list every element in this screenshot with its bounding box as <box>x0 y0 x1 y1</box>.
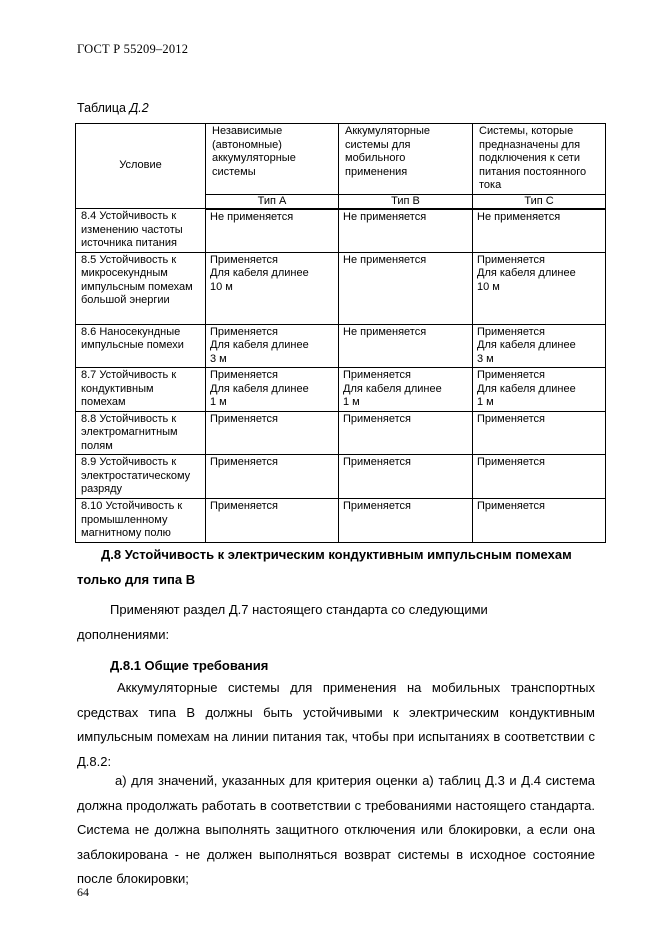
cell-line: Применяется <box>343 456 412 468</box>
cell-line: Для кабеля длинее <box>210 339 309 351</box>
cell-line: 10 м <box>210 280 233 293</box>
condition-text: 8.8 Устойчивость к электромагнитным полям <box>81 412 178 452</box>
applicability-table <box>75 123 606 543</box>
cell-line: Для кабеля длинее <box>343 382 442 395</box>
cell-line: Применяется <box>210 500 279 512</box>
cell-line: Применяется <box>210 253 279 266</box>
condition-cell <box>76 499 206 543</box>
column-header-c: Системы, которые предназначены для подключения к сети питания постоянного тока <box>473 124 606 195</box>
column-header-a: Независимые (автономные) аккумуляторные системы <box>206 124 339 195</box>
type-c-header: Тип С <box>473 194 606 209</box>
condition-cell <box>76 411 206 455</box>
value-cell-type-c <box>473 324 606 368</box>
page-number: 64 <box>77 885 89 899</box>
table-row <box>76 324 606 368</box>
cell-line: Применяется <box>210 412 279 425</box>
cell-line: Применяется <box>477 369 546 381</box>
value-cell-type-b <box>339 368 473 412</box>
cell-line: Применяется <box>477 456 546 468</box>
cell-line: 1 м <box>343 396 360 408</box>
section-heading-line1: Д.8 Устойчивость к электрическим кондуктивным импульсным помехам <box>101 547 572 562</box>
condition-cell <box>76 455 206 499</box>
condition-cell <box>76 324 206 368</box>
value-cell-type-b <box>339 252 473 324</box>
value-cell-type-b <box>339 455 473 499</box>
subsection-heading: Д.8.1 Общие требования <box>110 658 269 673</box>
paragraph-intro-line2: дополнениями: <box>77 627 170 642</box>
value-cell-type-c <box>473 499 606 543</box>
cell-line: 1 м <box>210 396 227 408</box>
table-row <box>76 411 606 455</box>
cell-line: Для кабеля длинее <box>477 267 576 279</box>
table-body <box>76 209 606 543</box>
condition-text: 8.10 Устойчивость к промышленному магнитному полю <box>81 500 183 539</box>
cell-line: Не применяется <box>343 253 427 266</box>
caption-number: Д.2 <box>129 101 149 115</box>
cell-line: Для кабеля длинее <box>210 382 309 395</box>
value-cell-type-a <box>206 324 339 368</box>
cell-line: 3 м <box>210 352 227 365</box>
cell-line: Применяется <box>210 325 279 338</box>
value-cell-type-a <box>206 252 339 324</box>
condition-cell <box>76 252 206 324</box>
cell-line: Для кабеля длинее <box>210 267 309 279</box>
condition-header: Условие <box>76 124 206 209</box>
condition-text: 8.7 Устойчивость к кондуктивным помехам <box>81 369 177 408</box>
table-row <box>76 252 606 324</box>
value-cell-type-a <box>206 455 339 499</box>
cell-line: Для кабеля длинее <box>477 339 576 351</box>
value-cell-type-b <box>339 499 473 543</box>
condition-text: 8.4 Устойчивость к изменению частоты источника питания <box>81 210 183 249</box>
cell-line: Не применяется <box>343 325 427 338</box>
document-code: ГОСТ Р 55209–2012 <box>77 42 189 56</box>
value-cell-type-b <box>339 209 473 253</box>
cell-line: Не применяется <box>477 210 561 223</box>
cell-line: Применяется <box>343 369 412 381</box>
condition-cell <box>76 209 206 253</box>
cell-line: Применяется <box>210 369 279 381</box>
table-row <box>76 209 606 253</box>
type-a-header: Тип А <box>206 194 339 209</box>
type-b-header: Тип В <box>339 194 473 209</box>
cell-line: Применяется <box>343 412 412 425</box>
value-cell-type-b <box>339 324 473 368</box>
value-cell-type-c <box>473 209 606 253</box>
paragraph-intro-line1: Применяют раздел Д.7 настоящего стандарта со следующими <box>110 602 488 617</box>
table-row <box>76 368 606 412</box>
table-row <box>76 499 606 543</box>
condition-cell <box>76 368 206 412</box>
paragraph-item-a: а) для значений, указанных для критерия оценки а) таблиц Д.3 и Д.4 система должна продолжать работать в соответствии с требованиями настоящего стандарта. Система не должна выполнять защитного отключения или блокировки, а если она заблокирована - не должен выполняться возврат системы в исходное состояние после блокировки; <box>77 773 595 886</box>
cell-line: Для кабеля длинее <box>477 382 576 395</box>
value-cell-type-a <box>206 411 339 455</box>
cell-line: Применяется <box>477 412 546 425</box>
section-heading-line2: только для типа В <box>77 572 196 587</box>
value-cell-type-c <box>473 411 606 455</box>
cell-line: Применяется <box>477 325 546 338</box>
cell-line: Не применяется <box>210 210 294 223</box>
cell-line: 3 м <box>477 352 494 365</box>
value-cell-type-c <box>473 455 606 499</box>
condition-text: 8.5 Устойчивость к микросекундным импульсным помехам большой энергии <box>81 253 193 306</box>
cell-line: Применяется <box>210 456 279 468</box>
condition-text: 8.9 Устойчивость к электростатическому разряду <box>81 456 191 495</box>
table-caption <box>77 101 149 115</box>
value-cell-type-a <box>206 209 339 253</box>
column-header-b: Аккумуляторные системы для мобильного применения <box>339 124 473 195</box>
paragraph-general-requirements: Аккумуляторные системы для применения на мобильных транспортных средствах типа В должны быть устойчивыми к электрическим кондуктивным импульсным помехам на линии питания так, чтобы при испытаниях в соответствии с Д.8.2: <box>77 680 595 769</box>
cell-line: Применяется <box>477 500 546 512</box>
table-row <box>76 455 606 499</box>
caption-prefix: Таблица <box>77 101 130 115</box>
cell-line: 10 м <box>477 280 500 293</box>
cell-line: 1 м <box>477 396 494 408</box>
value-cell-type-c <box>473 252 606 324</box>
value-cell-type-a <box>206 368 339 412</box>
cell-line: Применяется <box>477 253 546 266</box>
value-cell-type-c <box>473 368 606 412</box>
cell-line: Применяется <box>343 500 412 512</box>
cell-line: Не применяется <box>343 210 427 223</box>
value-cell-type-b <box>339 411 473 455</box>
condition-text: 8.6 Наносекундные импульсные помехи <box>81 325 184 351</box>
value-cell-type-a <box>206 499 339 543</box>
